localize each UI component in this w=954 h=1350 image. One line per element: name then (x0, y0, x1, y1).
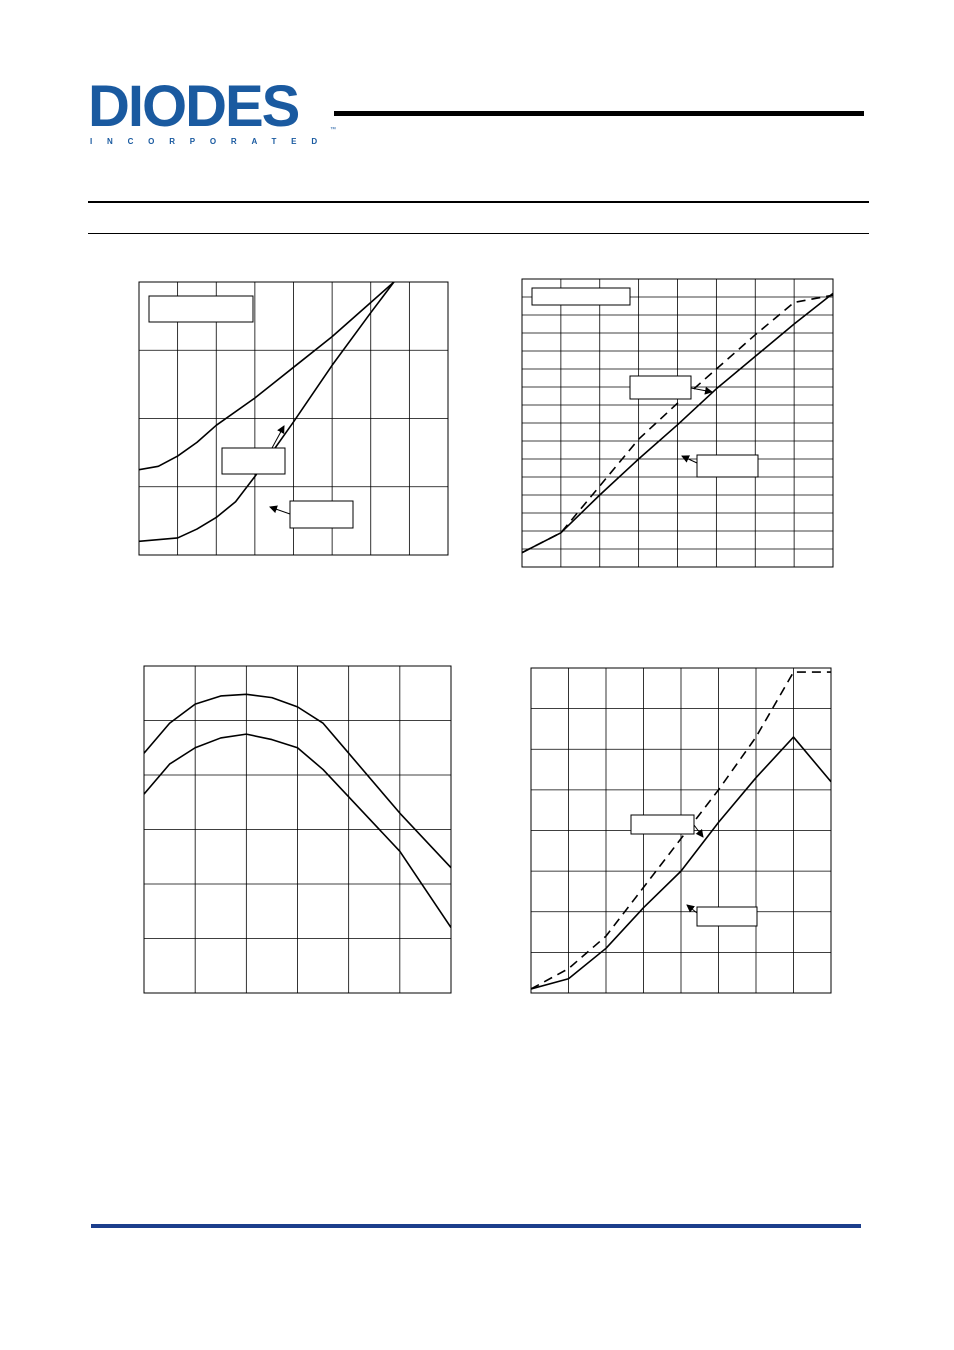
chart-2 (522, 279, 833, 567)
chart-1 (139, 233, 448, 555)
annotation-arrow (694, 825, 703, 837)
annotation-arrow (682, 456, 697, 463)
chart-4 (531, 668, 831, 993)
chart-3 (144, 666, 451, 993)
annotation-arrow (270, 507, 290, 514)
label-box (631, 815, 694, 834)
annotation-arrow (691, 388, 712, 392)
label-box (222, 448, 285, 474)
label-box (290, 501, 353, 528)
logo-trademark: ™ (330, 127, 336, 133)
label-box (630, 376, 691, 399)
label-box (532, 288, 630, 305)
label-box (697, 455, 758, 477)
label-box (149, 296, 253, 322)
diodes-logo: DIODES (88, 74, 299, 139)
label-box (697, 907, 757, 926)
logo-subtext: INCORPORATED (90, 137, 332, 146)
